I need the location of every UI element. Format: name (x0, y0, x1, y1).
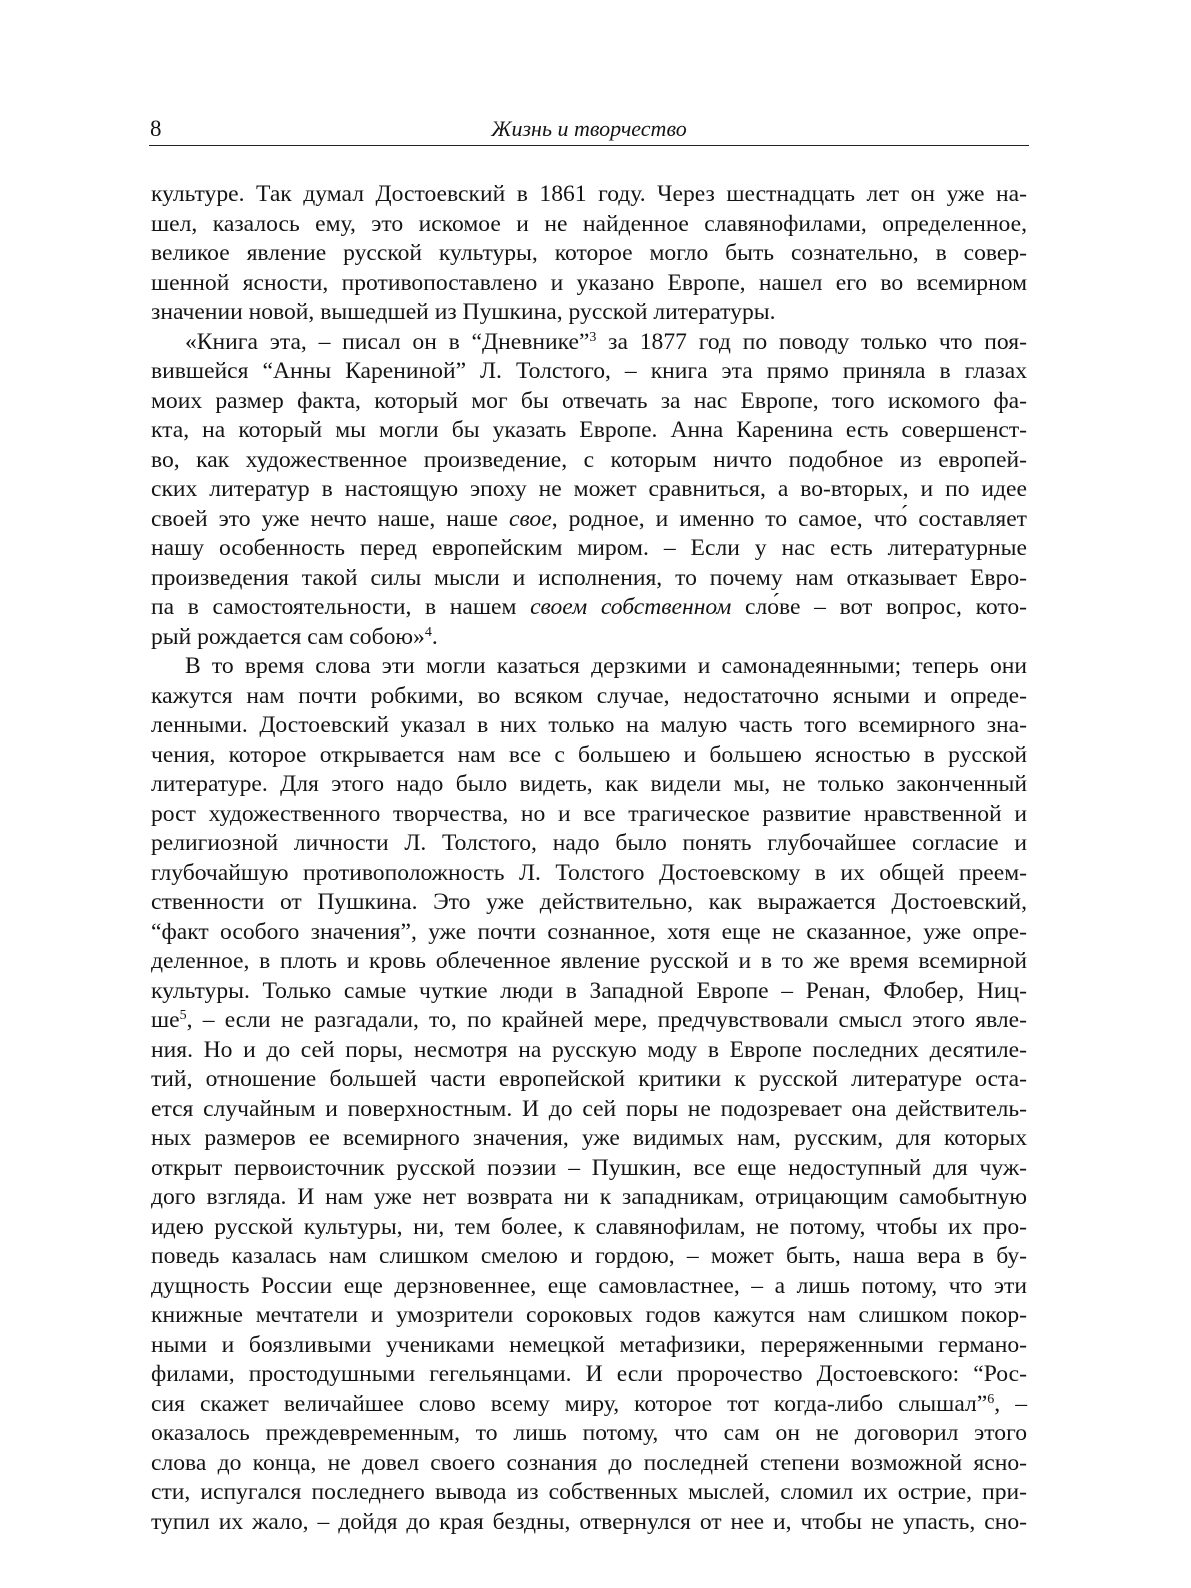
text-line: тий, отношение большей части европейской критики к русской литературе оста- (151, 1066, 1027, 1092)
text-line (151, 1006, 1027, 1036)
text-line: религиозной личности Л. Толстого, надо было понять глубочайшее согласие и (151, 830, 1027, 856)
text-line (151, 593, 1027, 623)
text-line: дого взгляда. И нам уже нет возврата ни к западникам, отрицающим самобытную (151, 1184, 1027, 1210)
text-run: , родное, и именно то самое, что́ составляет (551, 505, 1027, 532)
text-line (151, 623, 1027, 653)
text-line: ных размеров ее всемирного значения, уже видимых нам, русским, для которых (151, 1125, 1027, 1151)
text-line (151, 328, 1027, 358)
footnote-ref[interactable]: 4 (424, 624, 432, 640)
text-line: значении новой, вышедшей из Пушкина, русской литературы. (151, 299, 776, 325)
text-line: В то время слова эти могли казаться дерзкими и самонадеянными; теперь они (185, 653, 1027, 679)
text-line: культуре. Так думал Достоевский в 1861 году. Через шестнадцать лет он уже на- (151, 181, 1027, 207)
text-run: па в самостоятельности, в нашем (151, 594, 531, 620)
text-line: моих размер факта, который мог бы отвечать за нас Европе, того искомого фа- (151, 387, 1027, 414)
text-line: произведения такой силы мысли и исполнения, то почему нам отказывает Евро- (151, 564, 1027, 591)
running-head-title: Жизнь и творчество (491, 116, 687, 141)
text-run: сия скажет величайшее слово всему миру, которое тот когда-либо слышал” (151, 1390, 988, 1417)
text-line: ными и боязливыми учениками немецкой метафизики, переряженными германо- (151, 1331, 1027, 1358)
text-line: литературе. Для этого надо было видеть, как видели мы, не только законченный (151, 771, 1027, 797)
text-run: «Книга эта, – писал он в “Дневнике” (185, 328, 590, 355)
footnote-ref[interactable]: 3 (589, 329, 597, 345)
text-line: ния. Но и до сей поры, несмотря на русскую моду в Европе последних десятиле- (151, 1036, 1027, 1063)
text-run: . (431, 623, 438, 650)
text-line: великое явление русской культуры, которое могло быть сознательно, в совер- (151, 240, 1027, 266)
text-line: во, как художественное произведение, с которым ничто подобное из европей- (151, 446, 1027, 473)
text-line: кажутся нам почти робкими, во всяком случае, недостаточно ясными и опреде- (151, 682, 1027, 709)
text-line (151, 1390, 1027, 1420)
text-line: “факт особого значения”, уже почти сознанное, хотя еще не сказанное, уже опре- (151, 918, 1027, 945)
page-number: 8 (150, 116, 162, 141)
running-head (149, 112, 1029, 148)
text-line: нашу особенность перед европейским миром. – Если у нас есть литературные (151, 535, 1027, 561)
text-run: сло́ве – вот вопрос, кото- (731, 594, 1027, 620)
paragraph (151, 328, 1027, 653)
italic-run: свое (509, 505, 552, 532)
text-line: сти, испугался последнего вывода из собственных мыслей, сломил их острие, при- (151, 1479, 1027, 1505)
text-line (151, 505, 1027, 535)
text-line: шел, казалось ему, это искомое и не найденное славянофилами, определенное, (151, 210, 1027, 237)
footnote-ref[interactable]: 6 (987, 1391, 995, 1407)
text-line: поведь казалась нам слишком смелою и гордою, – может быть, наша вера в бу- (151, 1243, 1027, 1269)
text-line: оказалось преждевременным, то лишь потому, что сам он не договорил этого (151, 1420, 1027, 1446)
text-run: , – (994, 1390, 1028, 1417)
paragraph (151, 180, 1027, 328)
text-line: деленное, в плоть и кровь облеченное явление русской и в то же время всемирной (151, 948, 1027, 974)
italic-run: своем собственном (530, 594, 732, 620)
text-line: ственности от Пушкина. Это уже действительно, как выражается Достоевский, (151, 889, 1027, 915)
paragraph (151, 652, 1027, 1537)
text-line: культуры. Только самые чуткие люди в Западной Европе – Ренан, Флобер, Ниц- (151, 977, 1027, 1004)
text-line: ленными. Достоевский указал в них только на малую часть того всемирного зна- (151, 712, 1027, 738)
text-line: филами, простодушными гегельянцами. И если пророчество Достоевского: “Рос- (151, 1361, 1027, 1387)
text-run: , – если не разгадали, то, по крайней мере, предчувствовали смысл этого явле- (186, 1007, 1027, 1033)
text-line: книжные мечтатели и умозрители сороковых годов кажутся нам слишком покор- (151, 1302, 1027, 1328)
footnote-ref[interactable]: 5 (179, 1008, 187, 1023)
text-run: своей это уже нечто наше, наше (151, 505, 510, 532)
text-line: слова до конца, не довел своего сознания до последней степени возможной ясно- (151, 1449, 1027, 1476)
text-line: открыт первоисточник русской поэзии – Пушкин, все еще недоступный для чуж- (151, 1154, 1027, 1181)
text-run: рый рождается сам собою» (151, 623, 425, 650)
text-line: кта, на который мы могли бы указать Европе. Анна Каренина есть совершенст- (151, 417, 1027, 443)
text-line: ских литератур в настоящую эпоху не может сравниться, а во-вторых, и по идее (151, 476, 1027, 502)
text-line: ется случайным и поверхностным. И до сей поры не подозревает она действитель- (151, 1095, 1027, 1122)
text-run: ше (151, 1007, 180, 1033)
text-run: за 1877 год по поводу только что поя- (596, 328, 1027, 355)
text-line: тупил их жало, – дойдя до края бездны, отвернулся от нее и, чтобы не упасть, сно- (151, 1508, 1027, 1535)
text-line: шенной ясности, противопоставлено и указано Европе, нашел его во всемирном (151, 269, 1027, 296)
text-line: чения, которое открывается нам все с большею и большею ясностью в русской (151, 741, 1027, 768)
text-line: вившейся “Анны Карениной” Л. Толстого, – книга эта прямо приняла в глазах (151, 358, 1027, 384)
body-text (151, 180, 1027, 1537)
text-line: дущность России еще дерзновеннее, еще самовластнее, – а лишь потому, что эти (151, 1272, 1027, 1299)
header-rule (149, 145, 1029, 146)
text-line: глубочайшую противоположность Л. Толстого Достоевскому в их общей преем- (151, 859, 1027, 886)
text-line: рост художественного творчества, но и все трагическое развитие нравственной и (151, 800, 1027, 827)
text-line: идею русской культуры, ни, тем более, к славянофилам, не потому, чтобы их про- (151, 1213, 1027, 1240)
